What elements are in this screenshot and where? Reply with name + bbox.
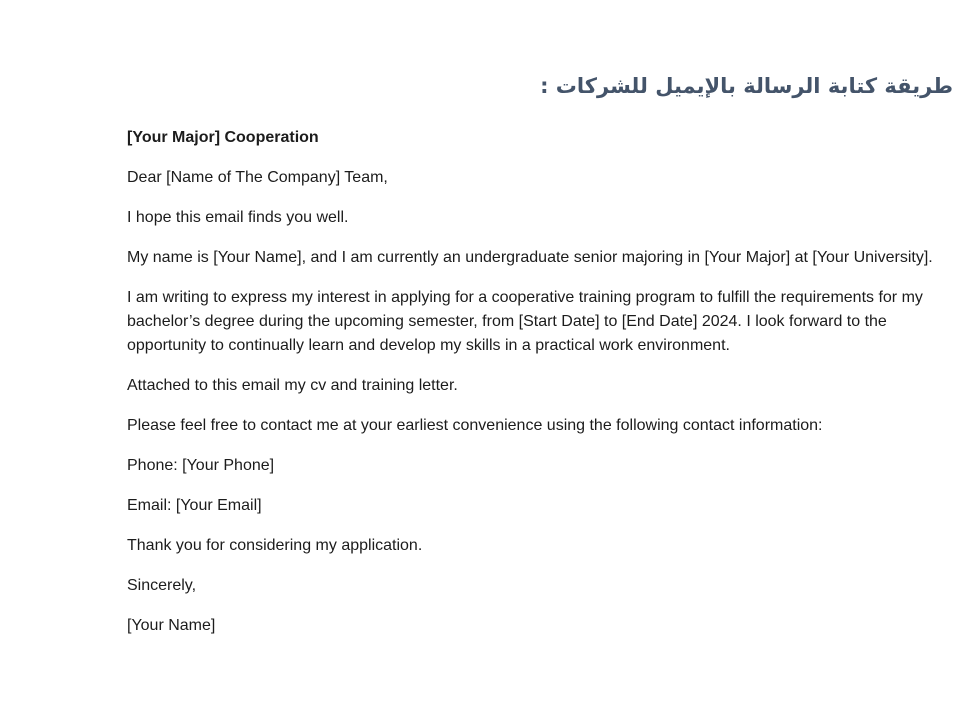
letter-subject: [Your Major] Cooperation (127, 129, 319, 146)
letter-signature: [Your Name] (127, 617, 216, 634)
letter-contact-intro: Please feel free to contact me at your earliest convenience using the following contact information: (127, 417, 823, 434)
letter-email: Email: [Your Email] (127, 497, 262, 514)
section-heading: طريقة كتابة الرسالة بالإيميل للشركات : (540, 74, 953, 98)
letter-greeting: Dear [Name of The Company] Team, (127, 169, 388, 186)
letter-phone: Phone: [Your Phone] (127, 457, 275, 474)
letter-closing: Sincerely, (127, 577, 197, 594)
letter-opening: I hope this email finds you well. (127, 209, 349, 226)
letter-body: I am writing to express my interest in applying for a cooperative training program to fulfill the requirements for my bachelor’s degree during the upcoming semester, from [Start Date] to [End Date] 2024. I look forward to the opportunity to continually learn and develop my skills in a practical work environment. (127, 289, 923, 354)
email-letter-template (127, 126, 947, 654)
letter-intro: My name is [Your Name], and I am currently an undergraduate senior majoring in [Your Major] at [Your University]. (127, 249, 933, 266)
letter-thanks: Thank you for considering my application. (127, 537, 423, 554)
letter-attachment: Attached to this email my cv and training letter. (127, 377, 458, 394)
